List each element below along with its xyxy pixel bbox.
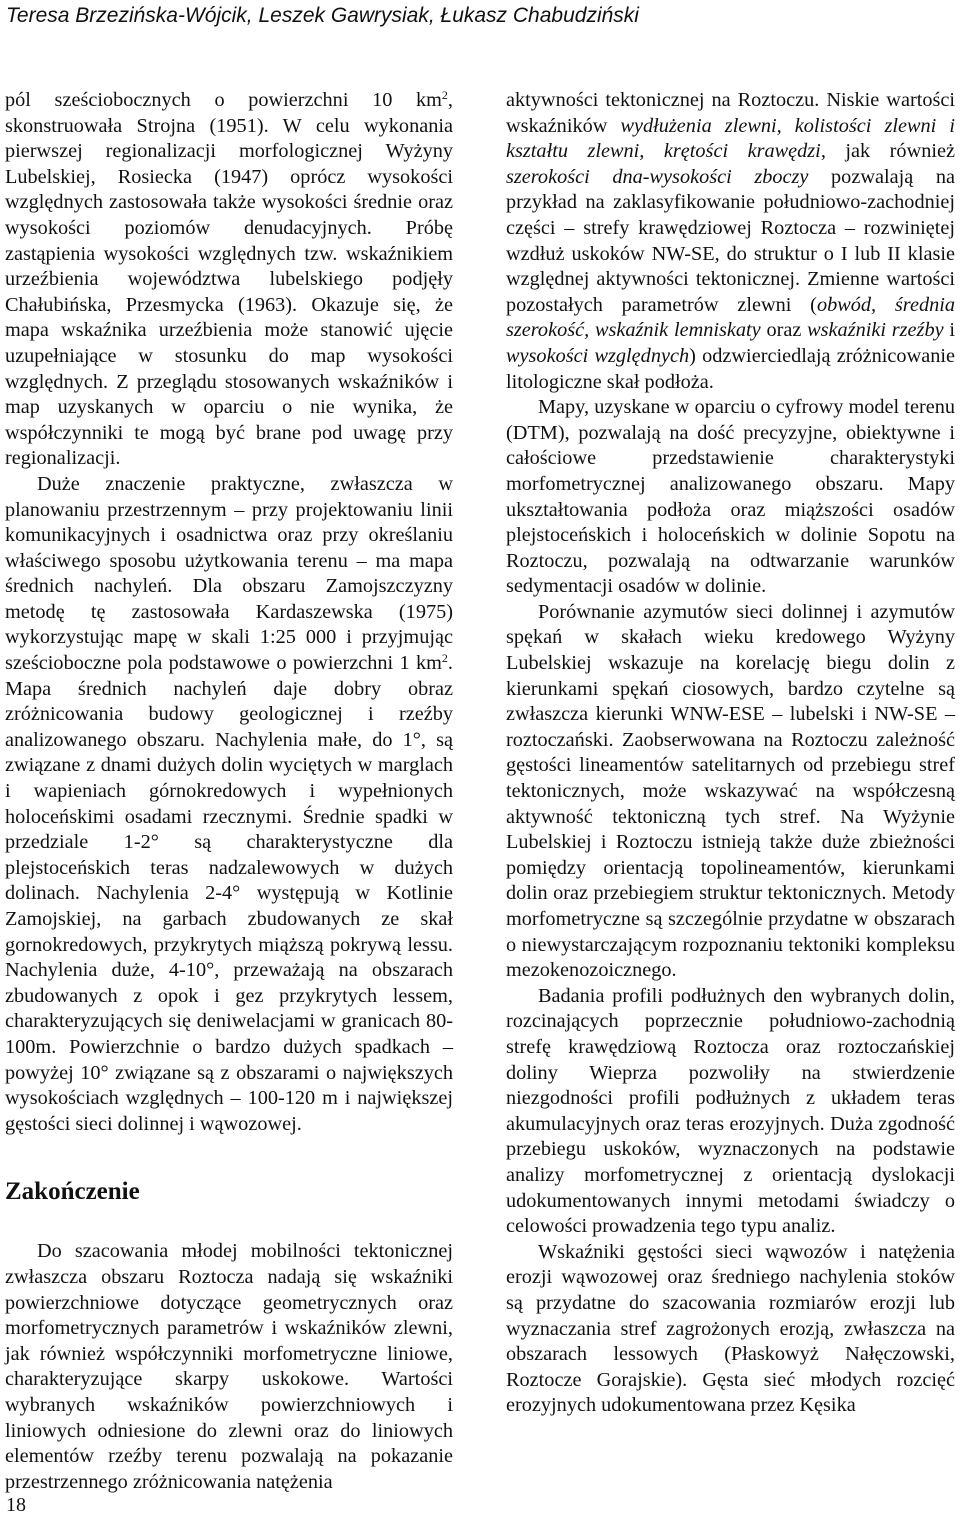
- paragraph: [5, 472, 453, 1137]
- italic-text: szerokości dna-wysokości zboczy: [506, 165, 809, 188]
- paragraph: Porównanie azymutów sieci dolinnej i azymutów spękań w skałach wieku kredowego Wyżyny Lubelskiej wskazuje na korelację biegu dolin z kierunkami spękań ciosowych, bardzo czytelne są zwłaszcza kierunki WNW-ESE – lubelski i NW-SE – roztoczański. Zaobserwowana na Roztoczu zależność gęstości lineamentów satelitarnych od przebiegu stref tektonicznych, może wskazywać na współczesną aktywność tektoniczną tych stref. Na Wyżynie Lubelskiej i Roztoczu istnieją także duże zbieżności pomiędzy orientacją topolineamentów, kierunkami dolin oraz przebiegiem struktur tektonicznych. Metody morfometryczne są szczególnie przydatne w obszarach o niewystarczającym rozpoznaniu tektoniki kompleksu mezokenozoicznego.: [506, 600, 955, 982]
- italic-text: wysokości względnych: [506, 344, 690, 367]
- section-heading: Zakończenie: [5, 1178, 140, 1206]
- text-run: pozwalają na przykład na zaklasyfikowanie południowo-zachodniej części – strefy krawędziowej Roztocza – rozwiniętej wzdłuż uskoków NW-SE, do struktur o I lub II klasie względnej aktywności tektonicznej. Zmienne wartości pozostałych parametrów zlewni (: [506, 165, 955, 316]
- text-run: . Mapa średnich nachyleń daje dobry obraz zróżnicowania budowy geologicznej i rzeźby analizowanego obszaru. Nachylenia małe, do 1°, są związane z dnami dużych dolin wyciętych w marglach i wapieniach górnokredowych i wypełnionych holoceńskimi osadami rzecznymi. Średnie spadki w przedziale 1-2° są charakterystyczne dla plejstoceńskich teras nadzalewowych w dużych dolinach. Nachylenia 2-4° występują w Kotlinie Zamojskiej, na garbach zbudowanych ze skał gornokredowych, przykrytych miąższą pokrywą lessu. Nachylenia duże, 4-10°, przeważają na obszarach zbudowanych z opok i gez przykrytych lessem, charakteryzujących się deniwelacjami w granicach 80-100m. Powierzchnie o bardzo dużych spadkach – powyżej 10° związane są z obszarami o największych wysokościach względnych – 100-120 m i największej gęstości sieci dolinnej i wąwozowej.: [5, 652, 453, 1135]
- superscript: 2: [441, 651, 448, 666]
- paragraph: Do szacowania młodej mobilności tektonicznej zwłaszcza obszaru Roztocza nadają się wskaźniki powierzchniowe dotyczące geometrycznych oraz morfometrycznych parametrów i wskaźników zlewni, jak również współczynniki morfometryczne liniowe, charakteryzujące skarpy uskokowe. Wartości wybranych wskaźników powierzchniowych i liniowych odniesione do zlewni oraz do liniowych elementów rzeźby terenu pozwalają na pokazanie przestrzennego zróżnicowania natężenia: [5, 1240, 453, 1493]
- text-run: ) odzwierciedlają zróżnicowanie litologiczne skał podłoża.: [506, 344, 955, 393]
- italic-text: obwód, średnia szerokość, wskaźnik lemniskaty: [506, 293, 956, 342]
- text-run: , jak również: [820, 140, 955, 163]
- running-header: Teresa Brzezińska-Wójcik, Leszek Gawrysiak, Łukasz Chabudziński: [6, 4, 639, 27]
- text-run: aktywności tektonicznej na Roztoczu. Niskie wartości wskaźników: [506, 89, 955, 137]
- paragraph: [506, 88, 955, 395]
- italic-text: wskaźniki rzeźby: [807, 319, 944, 342]
- text-run: i: [943, 319, 955, 342]
- text-run: Duże znaczenie praktyczne, zwłaszcza w planowaniu przestrzennym – przy projektowaniu linii komunikacyjnych i osadnictwa oraz przy określaniu właściwego sposobu użytkowania terenu – ma mapa średnich nachyleń. Dla obszaru Zamojszczyzny metodę tę zastosowała Kardaszewska (1975) wykorzystując mapę w skali 1:25 000 i przyjmując sześcioboczne pola podstawowe o powierzchni 1 km: [5, 472, 453, 675]
- text-run: oraz: [760, 319, 808, 342]
- superscript: 2: [441, 88, 448, 102]
- paragraph: Mapy, uzyskane w oparciu o cyfrowy model terenu (DTM), pozwalają na dość precyzyjne, obiektywne i całościowe przedstawienie charakterystyki morfometrycznej analizowanego obszaru. Mapy ukształtowania podłoża oraz miąższości osadów plejstoceńskich i holoceńskich w dolinie Sopotu na Roztoczu, pozwalają na odtwarzanie warunków sedymentacji osadów w dolinie.: [506, 396, 955, 598]
- paragraph: [5, 88, 453, 472]
- paragraph: Badania profili podłużnych den wybranych dolin, rozcinających poprzecznie południowo-zachodnią strefę krawędziową Roztocza oraz roztoczańskiej doliny Wieprza pozwoliły na stwierdzenie niezgodności profili podłużnych z układem teras akumulacyjnych oraz teras erozyjnych. Duża zgodność przebiegu uskoków, wyznaczonych na podstawie analizy morfometrycznej z orientacją dyslokacji udokumentowanych innymi metodami świadczy o celowości prowadzenia tego typu analiz.: [506, 984, 955, 1238]
- left-column: [5, 88, 453, 1495]
- text-run: pól sześciobocznych o powierzchni 10 km: [5, 89, 442, 111]
- right-column: [506, 88, 955, 1419]
- page-number: 18: [6, 1494, 26, 1516]
- paragraph: Wskaźniki gęstości sieci wąwozów i natężenia erozji wąwozowej oraz średniego nachylenia stoków są przydatne do szacowania rozmiarów erozji lub wyznaczania stref zagrożonych erozją, zwłaszcza na obszarach lessowych (Płaskowyż Nałęczowski, Roztocze Gorajskie). Gęsta sieć młodych rozcięć erozyjnych udokumentowana przez Kęsika: [506, 1240, 955, 1417]
- text-run: , skonstruowała Strojna (1951). W celu wykonania pierwszej regionalizacji morfologicznej Wyżyny Lubelskiej, Rosiecka (1947) oprócz wysokości względnych zastosowała także wysokości średnie oraz wysokości poziomów denudacyjnych. Próbę zastąpienia wysokości względnych tzw. wskaźnikiem urzeźbienia województwa lubelskiego podjęły Chałubińska, Przesmycka (1963). Okazuje się, że mapa wskaźnika urzeźbienia może stanowić ujęcie uzupełniające w stosunku do map wysokości względnych. Z przeglądu stosowanych wskaźników i map uzyskanych w oparciu o nie wynika, że współczynniki te mogą być brane pod uwagę przy regionalizacji.: [5, 89, 453, 470]
- italic-text: wydłużenia zlewni, kolistości zlewni i kształtu zlewni, krętości krawędzi: [506, 114, 955, 163]
